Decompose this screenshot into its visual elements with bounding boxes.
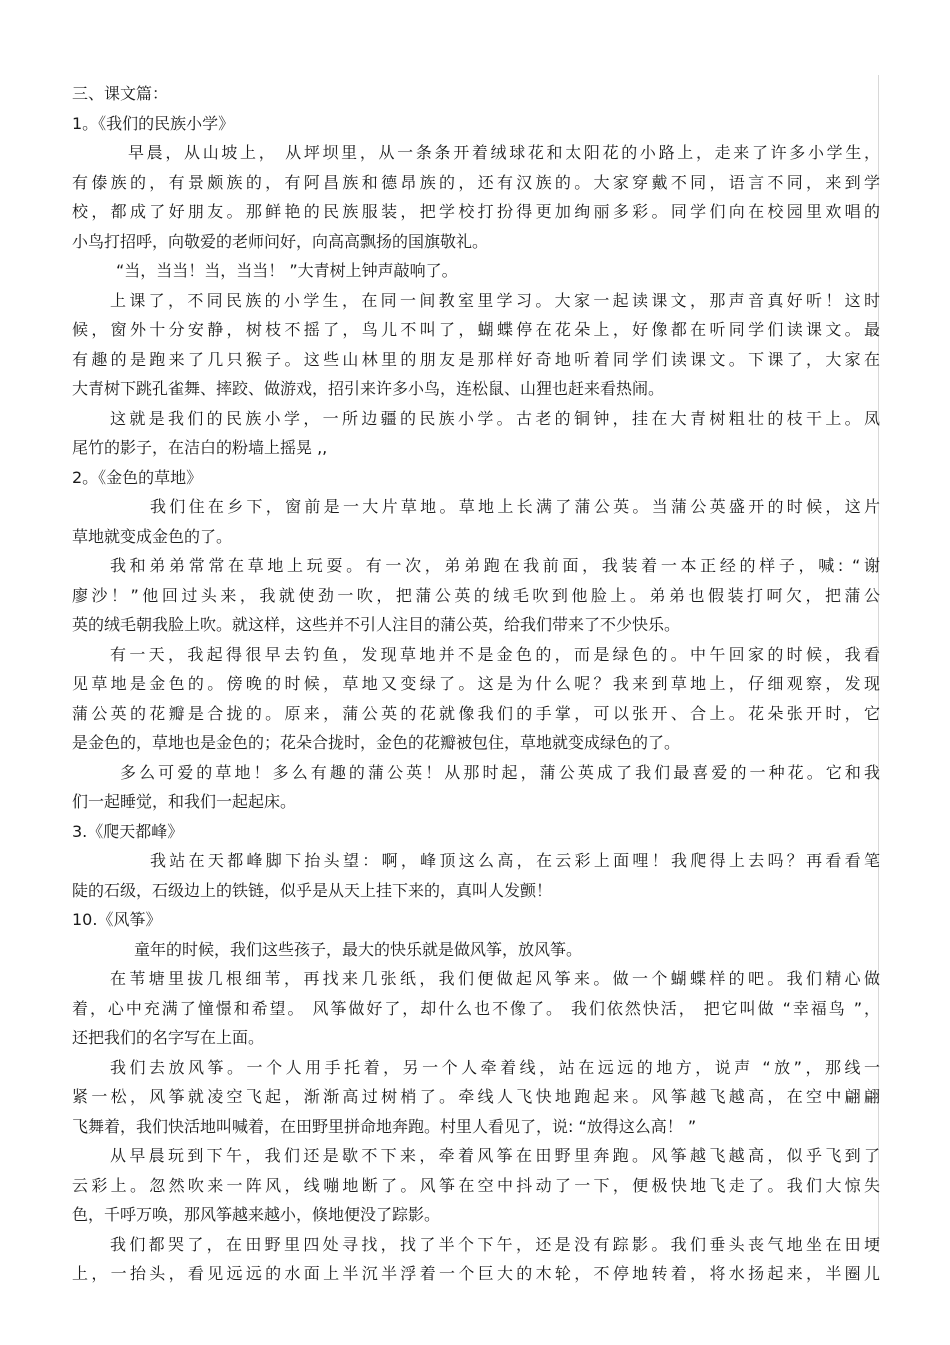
text-line: 我们去放风筝。一个人用手托着，另一个人牵着线，站在远远的地方，说声 “放”，那线一 — [110, 1057, 880, 1077]
text-line: 紧一松，风筝就凌空飞起，渐渐高过树梢了。牵线人飞快地跑起来。风筝越飞越高，在空中翩翩 — [72, 1087, 880, 1106]
text-line: 候，窗外十分安静，树枝不摇了，鸟儿不叫了，蝴蝶停在花朵上，好像都在听同学们读课文。最 — [72, 320, 880, 339]
text-line: 童年的时候，我们这些孩子，最大的快乐就是做风筝，放风筝。 — [134, 939, 583, 959]
text-line: 着，心中充满了憧憬和希望。 风筝做好了，却什么也不像了。 我们依然快活， 把它叫做 “幸福鸟 ”， — [72, 998, 880, 1018]
text-line: 大青树下跳孔雀舞、摔跤、做游戏，招引来许多小鸟，连松鼠、山狸也赶来看热闹。 — [72, 379, 665, 398]
text-line: 见草地是金色的。傍晚的时候，草地又变绿了。这是为什么呢？我来到草地上，仔细观察，发现 — [72, 674, 880, 693]
text-line: 飞舞着，我们快活地叫喊着，在田野里拼命地奔跑。村里人看见了，说: “放得这么高！ ” — [72, 1116, 697, 1136]
text-line: 蒲公英的花瓣是合拢的。原来，蒲公英的花就像我们的手掌，可以张开、合上。花朵张开时，它 — [72, 703, 880, 723]
text-line: 是金色的，草地也是金色的；花朵合拢时，金色的花瓣被包住，草地就变成绿色的了。 — [72, 733, 681, 752]
text-line: 有一天，我起得很早去钓鱼，发现草地并不是金色的，而是绿色的。中午回家的时候，我看 — [110, 644, 880, 664]
text-line: 我们都哭了，在田野里四处寻找，找了半个下午，还是没有踪影。我们垂头丧气地坐在田埂 — [110, 1234, 880, 1254]
text-line: 在苇塘里拔几根细苇，再找来几张纸，我们便做起风筝来。做一个蝴蝶样的吧。我们精心做 — [110, 969, 880, 988]
text-line: 多么可爱的草地！多么有趣的蒲公英！从那时起，蒲公英成了我们最喜爱的一种花。它和我 — [120, 762, 880, 782]
text-line: 小鸟打招呼，向敬爱的老师问好，向高高飘扬的国旗敬礼。 — [72, 231, 489, 251]
text-line: 尾竹的影子，在洁白的粉墙上摇晃 ,, — [72, 438, 328, 457]
text-line: 有趣的是跑来了几只猴子。这些山林里的朋友是那样好奇地听着同学们读课文。下课了，大家在 — [72, 349, 880, 369]
text-line: 陡的石级，石级边上的铁链，似乎是从天上挂下来的，真叫人发颤！ — [72, 880, 553, 900]
text-line: 上，一抬头，看见远远的水面上半沉半浮着一个巨大的木轮，不停地转着，将水扬起来，半圈儿 — [72, 1264, 880, 1283]
text-line: 上课了，不同民族的小学生，在同一间教室里学习。大家一起读课文，那声音真好听！这时 — [110, 290, 880, 310]
text-line: 早晨，从山坡上， 从坪坝里，从一条条开着绒球花和太阳花的小路上，走来了许多小学生， — [128, 143, 880, 162]
text-line: 3.《爬天都峰》 — [72, 821, 184, 841]
text-line: 我站在天都峰脚下抬头望：啊，峰顶这么高，在云彩上面哩！我爬得上去吗？再看看笔 — [150, 851, 880, 870]
text-line: 有傣族的，有景颇族的，有阿昌族和德昂族的，还有汉族的。大家穿戴不同，语言不同，来到学 — [72, 172, 880, 192]
text-line: 我和弟弟常常在草地上玩耍。有一次，弟弟跑在我前面，我装着一本正经的样子，喊: “谢 — [110, 556, 880, 575]
text-line: 们一起睡觉，和我们一起起床。 — [72, 792, 297, 811]
text-line: 这就是我们的民族小学，一所边疆的民族小学。古老的铜钟，挂在大青树粗壮的枝干上。凤 — [110, 408, 880, 428]
text-line: 草地就变成金色的了。 — [72, 526, 233, 546]
text-line: 色，千呼万唤，那风筝越来越小，倏地便没了踪影。 — [72, 1205, 441, 1224]
text-line: 廖沙！”他回过头来，我就使劲一吹，把蒲公英的绒毛吹到他脸上。弟弟也假装打呵欠，把蒲公 — [72, 585, 880, 605]
text-line: 英的绒毛朝我脸上吹。就这样，这些并不引人注目的蒲公英，给我们带来了不少快乐。 — [72, 615, 681, 634]
text-line: 校，都成了好朋友。那鲜艳的民族服装，把学校打扮得更加绚丽多彩。同学们向在校园里欢唱的 — [72, 202, 880, 221]
text-line: 还把我们的名字写在上面。 — [72, 1028, 265, 1047]
text-line: 云彩上。忽然吹来一阵风，线嘣地断了。风筝在空中抖动了一下，便极快地飞走了。我们大惊失 — [72, 1175, 880, 1195]
text-line: 我们住在乡下，窗前是一大片草地。草地上长满了蒲公英。当蒲公英盛开的时候，这片 — [150, 497, 880, 516]
text-line: 三、课文篇： — [72, 84, 169, 103]
text-line: 从早晨玩到下午，我们还是歇不下来，牵着风筝在田野里奔跑。风筝越飞越高，似乎飞到了 — [110, 1146, 880, 1165]
text-line: 2。《金色的草地》 — [72, 467, 203, 487]
text-line: “当，当当！当，当当！ ”大青树上钟声敲响了。 — [116, 261, 458, 280]
text-line: 10.《风筝》 — [72, 910, 162, 929]
text-line: 1。《我们的民族小学》 — [72, 113, 235, 133]
